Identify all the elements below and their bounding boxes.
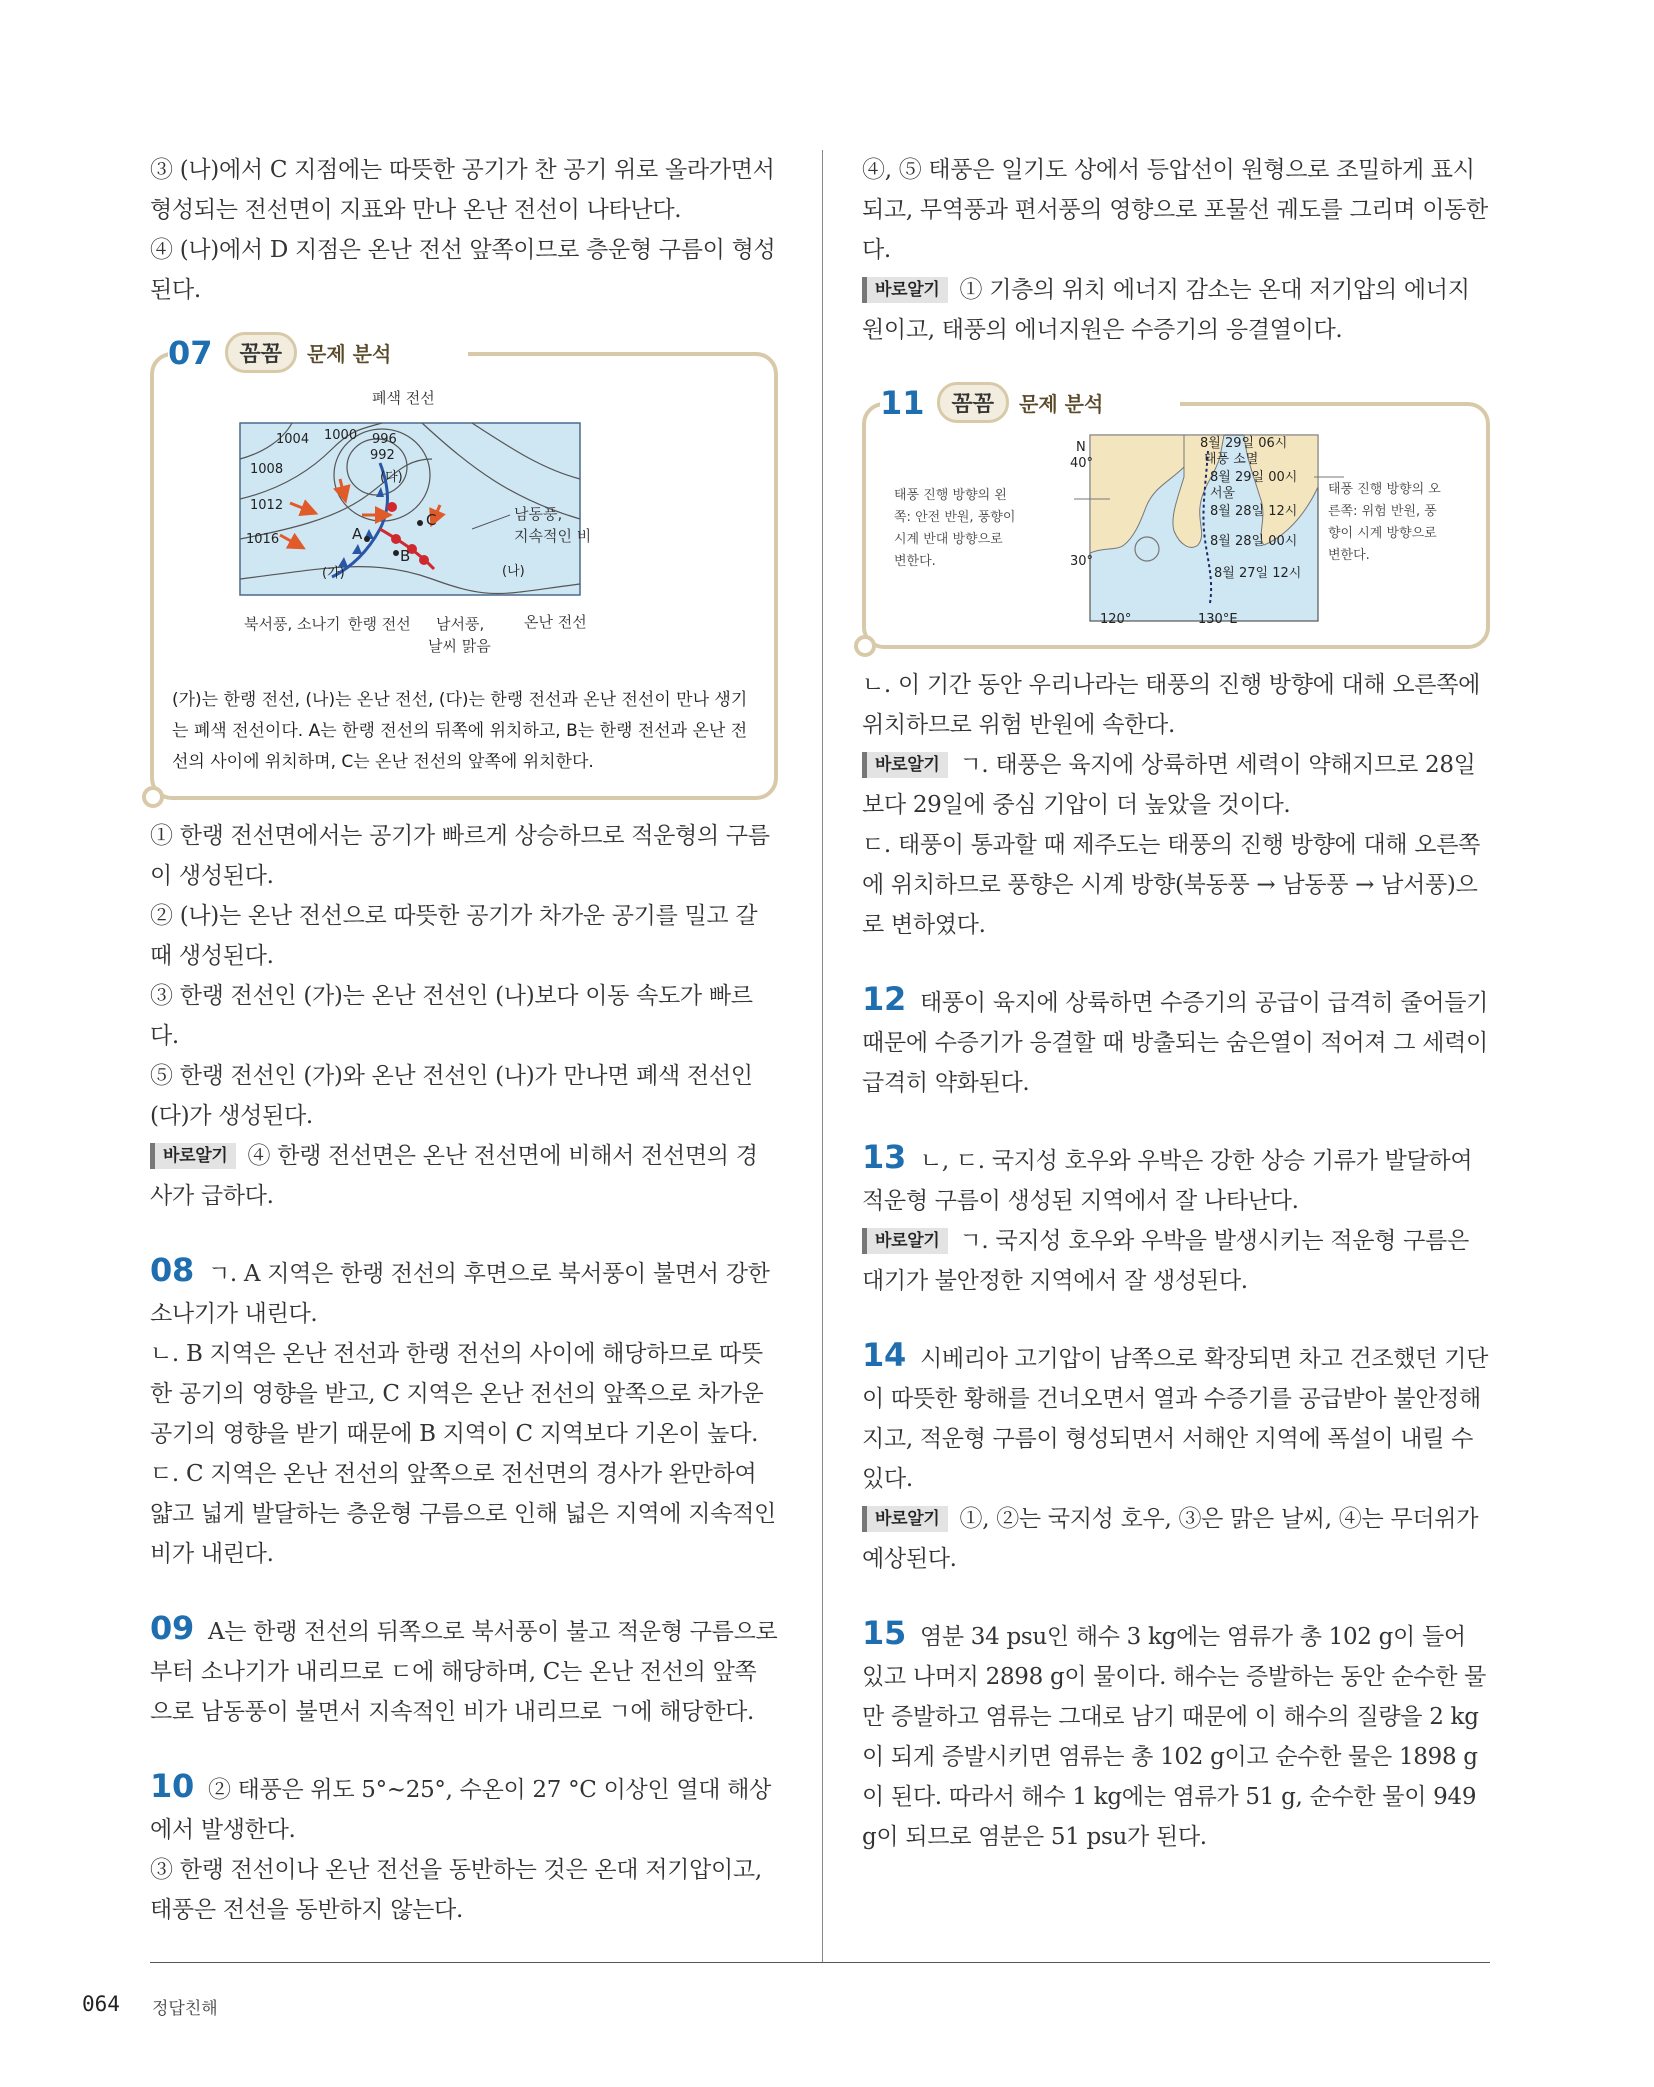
city-label: 서울	[1210, 486, 1236, 501]
q08-line	[150, 1250, 778, 1334]
answer-text: ㄴ. B 지역은 온난 전선과 한랭 전선의 사이에 해당하므로 따뜻한 공기의 영향을 받고, C 지역은 온난 전선의 앞쪽으로 차가운 공기의 영향을 받기 때문에 B 지역이 C 지역보다 기온이 높다.	[150, 1341, 764, 1447]
map-label: N	[1076, 440, 1086, 455]
question-number: 07	[168, 333, 213, 372]
q10-line	[150, 1766, 778, 1850]
question-number: 08	[150, 1251, 194, 1289]
answer-text: ③ 한랭 전선이나 온난 전선을 동반하는 것은 온대 저기압이고, 태풍은 전선을 동반하지 않는다.	[150, 1857, 762, 1923]
answer-text: 시베리아 고기압이 남쪽으로 확장되면 차고 건조했던 기단이 따뜻한 황해를 건너오면서 열과 수증기를 공급받아 불안정해지고, 적운형 구름이 형성되면서 서해안 지역에 폭설이 내릴 수 있다.	[862, 1346, 1489, 1492]
annotation: 온난 전선	[524, 613, 587, 631]
question-number: 15	[862, 1614, 906, 1652]
region-label: (나)	[502, 564, 525, 579]
question-number: 13	[862, 1138, 906, 1176]
isobar-label: 1012	[250, 498, 284, 513]
isobar-label: 1008	[250, 462, 284, 477]
answer-text: ㄴ, ㄷ. 국지성 호우와 우박은 강한 상승 기류가 발달하여 적운형 구름이 생성된 지역에서 잘 나타난다.	[862, 1148, 1473, 1214]
correction-text: ㄷ. 태풍이 통과할 때 제주도는 태풍의 진행 방향에 대해 오른쪽에 위치하므로 풍향은 시계 방향(북동풍 → 남동풍 → 남서풍)으로 변하였다.	[862, 832, 1481, 938]
answer-text: ㄱ. A 지역은 한랭 전선의 후면으로 북서풍이 불면서 강한 소나기가 내린다.	[150, 1261, 770, 1327]
analysis-header	[880, 382, 1180, 423]
answer-text: ㄴ. 이 기간 동안 우리나라는 태풍의 진행 방향에 대해 오른쪽에 위치하므로 위험 반원에 속한다.	[862, 672, 1481, 738]
analysis-pill: 꼼꼼	[225, 332, 298, 373]
answer-item: ⑤ 한랭 전선인 (가)와 온난 전선인 (나)가 만나면 폐색 전선인 (다)가 생성된다.	[150, 1063, 753, 1129]
annotation: 쪽: 안전 반원, 풍향이	[894, 510, 1016, 525]
q13-line	[862, 1137, 1490, 1221]
isobar-label: 992	[370, 448, 395, 463]
footer-label: 정답친해	[152, 1999, 218, 2019]
question-13	[862, 1137, 1490, 1301]
correction-text: ④ 한랭 전선면은 온난 전선면에 비해서 전선면의 경사가 급하다.	[150, 1143, 758, 1209]
question-number: 11	[880, 383, 925, 422]
question-12	[862, 979, 1490, 1103]
answer-item: ③ 한랭 전선인 (가)는 온난 전선인 (나)보다 이동 속도가 빠르다.	[150, 983, 753, 1049]
intro-line: ③ (나)에서 C 지점에는 따뜻한 공기가 찬 공기 위로 올라가면서 형성되는 전선면이 지표와 만나 온난 전선이 나타난다.	[150, 157, 775, 223]
correction-tag: 바로알기	[862, 277, 948, 303]
intro-line: ④, ⑤ 태풍은 일기도 상에서 등압선이 원형으로 조밀하게 표시되고, 무역풍과 편서풍의 영향으로 포물선 궤도를 그리며 이동한다.	[862, 157, 1488, 263]
q15-line	[862, 1613, 1490, 1857]
analysis-pill: 꼼꼼	[937, 382, 1010, 423]
annotation: 한랭 전선	[348, 615, 411, 633]
question-14	[862, 1335, 1490, 1579]
answer-text: A는 한랭 전선의 뒤쪽으로 북서풍이 불고 적운형 구름으로부터 소나기가 내리므로 ㄷ에 해당하며, C는 온난 전선의 앞쪽으로 남동풍이 불면서 지속적인 비가 내리므로 ㄱ에 해당한다.	[150, 1619, 778, 1725]
map-label: 40°	[1070, 456, 1094, 471]
question-11	[862, 383, 1490, 945]
correction-text: ① 기층의 위치 에너지 감소는 온대 저기압의 에너지원이고, 태풍의 에너지원은 수증기의 응결열이다.	[862, 277, 1470, 343]
correction-tag: 바로알기	[150, 1143, 236, 1169]
question-number: 10	[150, 1767, 194, 1805]
correction-line	[862, 1221, 1490, 1301]
correction-text: ㄱ. 태풍은 육지에 상륙하면 세력이 약해지므로 28일보다 29일에 중심 기압이 더 높았을 것이다.	[862, 752, 1476, 818]
annotation: 른쪽: 위험 반원, 풍	[1328, 504, 1437, 519]
question-15	[862, 1613, 1490, 1857]
intro-line: ④ (나)에서 D 지점은 온난 전선 앞쪽이므로 층운형 구름이 형성된다.	[150, 237, 776, 303]
question-number: 09	[150, 1609, 194, 1647]
right-column	[862, 150, 1490, 1857]
track-time-label: 태풍 소멸	[1204, 452, 1259, 467]
box-corner-dot	[142, 786, 164, 808]
answer-item: ① 한랭 전선면에서는 공기가 빠르게 상승하므로 적운형의 구름이 생성된다.	[150, 823, 770, 889]
column-divider	[822, 150, 823, 1962]
annotation: 날씨 맑음	[428, 637, 491, 655]
annotation: 변한다.	[894, 554, 936, 569]
region-label: (다)	[380, 470, 403, 485]
track-time-label: 8월 29일 00시	[1210, 470, 1298, 485]
q14-line	[862, 1335, 1490, 1499]
correction-tag: 바로알기	[862, 1506, 948, 1532]
q09-line	[150, 1608, 778, 1732]
annotation: 태풍 진행 방향의 오	[1328, 482, 1441, 497]
page-number: 064	[82, 1992, 120, 2016]
isobar-label: 1000	[324, 428, 358, 443]
analysis-box-07	[150, 333, 778, 800]
question-number: 14	[862, 1336, 906, 1374]
map-label: 30°	[1070, 554, 1094, 569]
annotation: 북서풍, 소나기	[244, 615, 341, 633]
question-07	[150, 333, 778, 1216]
annotation: 지속적인 비	[514, 527, 592, 545]
typhoon-track-map	[884, 427, 1472, 627]
annotation: 남동풍,	[514, 505, 563, 523]
correction-line	[150, 1136, 778, 1216]
annotation: 향이 시계 방향으로	[1328, 526, 1437, 541]
annotation: 변한다.	[1328, 548, 1370, 563]
answer-text: 태풍이 육지에 상륙하면 수증기의 공급이 급격히 줄어들기 때문에 수증기가 응결할 때 방출되는 숨은열이 적어져 그 세력이 급격히 약화된다.	[862, 990, 1489, 1096]
footer-rule	[150, 1962, 1490, 1963]
left-column	[150, 150, 778, 1930]
answer-text: ㄷ. C 지역은 온난 전선의 앞쪽으로 전선면의 경사가 완만하여 얇고 넓게 발달하는 층운형 구름으로 인해 넓은 지역에 지속적인 비가 내린다.	[150, 1461, 776, 1567]
isobar-label: 1016	[246, 532, 280, 547]
track-time-label: 8월 28일 12시	[1210, 504, 1298, 519]
track-time-label: 8월 28일 00시	[1210, 534, 1298, 549]
correction-line	[862, 745, 1490, 825]
analysis-title: 문제 분석	[307, 342, 392, 366]
correction-tag: 바로알기	[862, 752, 948, 778]
point-label: B	[400, 547, 411, 565]
correction-line	[862, 1499, 1490, 1579]
answer-item: ② (나)는 온난 전선으로 따뜻한 공기가 차가운 공기를 밀고 갈 때 생성된다.	[150, 903, 758, 969]
isobar-label: 996	[372, 432, 397, 447]
annotation: 시계 반대 방향으로	[894, 532, 1003, 547]
question-10	[150, 1766, 778, 1930]
correction-text: ㄱ. 국지성 호우와 우박을 발생시키는 적운형 구름은 대기가 불안정한 지역에서 잘 생성된다.	[862, 1228, 1469, 1294]
annotation: 남서풍,	[436, 615, 485, 633]
analysis-box-11	[862, 383, 1490, 649]
track-time-label: 8월 27일 12시	[1214, 566, 1302, 581]
isobar-label: 1004	[276, 432, 310, 447]
map-label: 130°E	[1198, 612, 1238, 627]
track-time-label: 8월 29일 06시	[1200, 436, 1288, 451]
question-number: 12	[862, 980, 906, 1018]
point-label: A	[352, 525, 363, 543]
box-corner-dot	[854, 635, 876, 657]
correction-line	[862, 270, 1490, 350]
annotation: 태풍 진행 방향의 왼	[894, 488, 1007, 503]
correction-text: ①, ②는 국지성 호우, ③은 맑은 날씨, ④는 무더위가 예상된다.	[862, 1506, 1479, 1572]
analysis-header	[168, 332, 468, 373]
question-09	[150, 1608, 778, 1732]
point-label: C	[426, 511, 437, 529]
analysis-title: 문제 분석	[1019, 392, 1104, 416]
correction-tag: 바로알기	[862, 1228, 948, 1254]
answer-text: 염분 34 psu인 해수 3 kg에는 염류가 총 102 g이 들어 있고 나머지 2898 g이 물이다. 해수는 증발하는 동안 순수한 물만 증발하고 염류는 그대로 남기 때문에 이 해수의 질량을 2 kg이 되게 증발시키면 염류는 총 102 g이고 순수한 물은 1898 g이 된다. 따라서 해수 1 kg에는 염류가 51 g, 순수한 물이 949 g이 되므로 염분은 51 psu가 된다.	[862, 1624, 1487, 1850]
region-label: (가)	[322, 566, 345, 581]
label-occluded-front: 폐색 전선	[372, 389, 435, 407]
answer-text: ② 태풍은 위도 5°~25°, 수온이 27 °C 이상인 열대 해상에서 발생한다.	[150, 1777, 772, 1843]
question-08	[150, 1250, 778, 1574]
q12-line	[862, 979, 1490, 1103]
analysis-note: (가)는 한랭 전선, (나)는 온난 전선, (다)는 한랭 전선과 온난 전선이 만나 생기는 폐색 전선이다. A는 한랭 전선의 뒤쪽에 위치하고, B는 한랭 전선과 온난 전선의 사이에 위치하며, C는 온난 전선의 앞쪽에 위치한다.	[172, 690, 748, 772]
map-label: 120°	[1100, 612, 1132, 627]
weather-map-diagram	[172, 379, 760, 679]
